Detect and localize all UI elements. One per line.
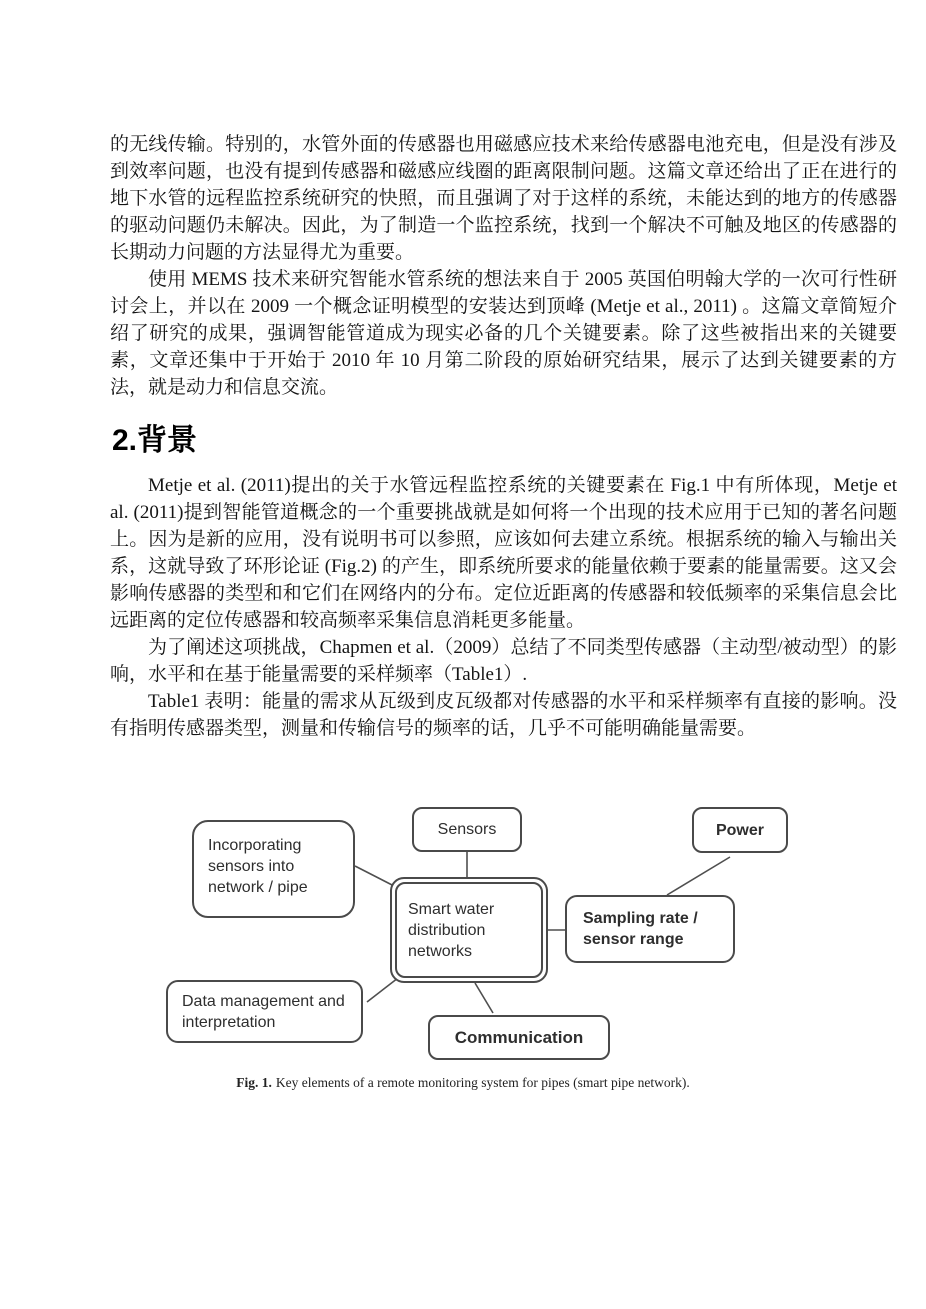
node-label: Smart water distribution networks <box>408 900 495 960</box>
node-smart-water-distribution-networks <box>390 877 548 983</box>
figure-caption-text: Key elements of a remote monitoring system for pipes (smart pipe network). <box>275 1075 690 1090</box>
connector-smartwater-communication <box>475 983 493 1013</box>
section-heading: 2.背景 <box>112 424 198 457</box>
paragraph: Metje et al. (2011)提出的关于水管远程监控系统的关键要素在 Fig.1 中有所体现，Metje et al. (2011)提到智能管道概念的一个重要挑战就是如何将一个出现的技术应用于已知的著名问题上。因为是新的应用，没有说明书可以参照，应该如何去建立系统。根据系统的输入与输出关系，这就导致了环形论证 (Fig.2) 的产生，即系统所要求的能量依赖于要素的能量需要。这又会影响传感器的类型和和它们在网络内的分布。定位近距离的传感器和较低频率的采集信息会比远距离的定位传感器和较高频率采集信息消耗更多能量。 <box>110 475 897 631</box>
node-incorporating-sensors <box>192 820 355 918</box>
node-sensors <box>412 807 522 852</box>
node-label: Data management and interpretation <box>182 992 345 1031</box>
node-label: Communication <box>454 1028 584 1047</box>
node-power <box>692 807 788 853</box>
paragraph: Table1 表明：能量的需求从瓦级到皮瓦级都对传感器的水平和采样频率有直接的影响。没有指明传感器类型，测量和传输信号的频率的话，几乎不可能明确能量需要。 <box>110 691 897 739</box>
paragraph: 的无线传输。特别的，水管外面的传感器也用磁感应技术来给传感器电池充电，但是没有涉及到效率问题，也没有提到传感器和磁感应线圈的距离限制问题。这篇文章还给出了正在进行的地下水管的远程监控系统研究的快照，而且强调了对于这样的系统，未能达到的地方的传感器的驱动问题仍未解决。因此，为了制造一个监控系统，找到一个解决不可触及地区的传感器的长期动力问题的方法显得尤为重要。 <box>110 134 897 263</box>
figure-caption-label: Fig. 1. <box>236 1075 272 1090</box>
figure-caption <box>36 1074 890 1092</box>
connector-power-sampling <box>667 857 730 895</box>
connector-incorporating-smartwater <box>355 866 396 887</box>
body-text-column <box>110 131 897 742</box>
paragraph: 使用 MEMS 技术来研究智能水管系统的想法来自于 2005 英国伯明翰大学的一次可行性研讨会上，并以在 2009 一个概念证明模型的安装达到顶峰 (Metje et al., 2011) 。这篇文章简短介绍了研究的成果，强调智能管道成为现实必备的几个关键要素。除了这些被指出来的关键要素，文章还集中于开始于 2010 年 10 月第二阶段的原始研究结果，展示了达到关键要素的方法，就是动力和信息交流。 <box>110 269 897 398</box>
node-label: Power <box>715 821 764 839</box>
connector-smartwater-datamgmt <box>367 978 398 1002</box>
node-sampling-rate-sensor-range <box>565 895 735 963</box>
node-label: Sensors <box>437 821 497 838</box>
paragraph: 为了阐述这项挑战，Chapmen et al.（2009）总结了不同类型传感器（主动型/被动型）的影响，水平和在基于能量需要的采样频率（Table1）. <box>110 637 897 685</box>
node-label: Incorporating sensors into network / pipe <box>208 837 308 896</box>
node-label: Sampling rate / sensor range <box>583 910 698 948</box>
double-border-inner <box>395 882 543 978</box>
node-communication <box>428 1015 610 1060</box>
figure-1-diagram <box>160 800 780 1073</box>
node-data-management <box>166 980 363 1043</box>
